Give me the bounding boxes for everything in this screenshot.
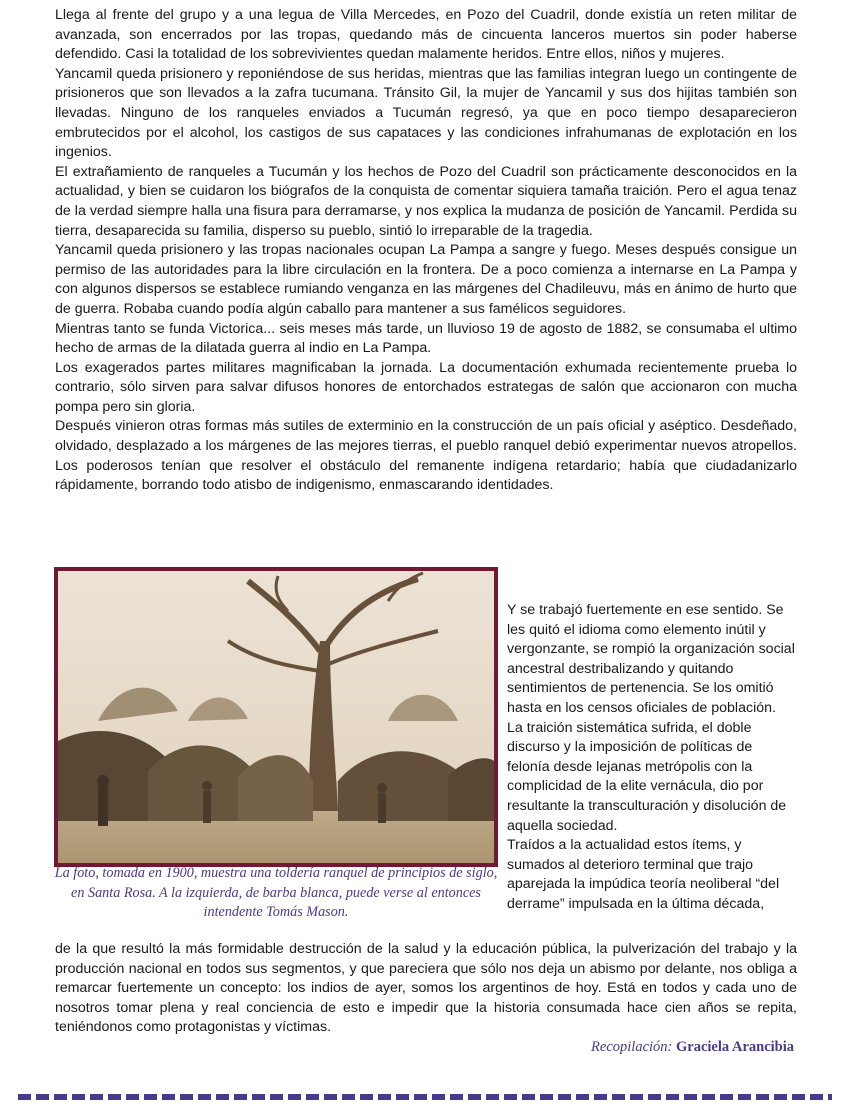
paragraph: Llega al frente del grupo y a una legua de Villa Mercedes, en Pozo del Cuadril, donde existía un reten militar de avanzada, son encerrados por las tropas, quedando más de cincuenta lanceros muertos sin poder haberse defendido. Casi la totalidad de los sobrevivientes quedan malamente heridos. Entre ellos, niños y mujeres. bbox=[55, 7, 797, 63]
paragraph: Yancamil queda prisionero y reponiéndose de sus heridas, mientras que las familias integran luego un contingente de prisioneros que son llevados a la zafra tucumana. Tránsito Gil, la mujer de Yancamil y sus dos hijitas también son llevadas. Ninguno de los ranqueles enviados a Tucumán regresó, ya que en poco tiempo desaparecieron embrutecidos por el alcohol, los castigos de sus capataces y las condiciones infrahumanas de explotación en los ingenios. bbox=[55, 65, 797, 161]
paragraph: El extrañamiento de ranqueles a Tucumán y los hechos de Pozo del Cuadril son prácticamente desconocidos en la actualidad, y bien se cuidaron los biógrafos de la conquista de comentar siquiera tamaña traición. Pero el agua tenaz de la verdad siempre halla una fisura para derramarse, y nos explica la mudanza de posición de Yancamil. Perdida su tierra, desaparecida su familia, disperso su pueblo, sintió lo irreparable de la tragedia. bbox=[55, 163, 797, 239]
paragraph: Yancamil queda prisionero y las tropas nacionales ocupan La Pampa a sangre y fuego. Meses después consigue un permiso de las autoridades para la libre circulación en la frontera. De a poco comienza a internarse en La Pampa y con algunos dispersos se establece rumiando venganza en las márgenes del Chadileuvu, más en ánimo de hurto que de guerra. Robaba cuando podía algún caballo para mantener a sus famélicos seguidores. bbox=[55, 242, 797, 317]
credit-name: Graciela Arancibia bbox=[676, 1039, 794, 1055]
article-bottom-text bbox=[55, 940, 797, 1038]
article-side-text bbox=[507, 601, 797, 915]
paragraph: Y se trabajó fuertemente en ese sentido. Se les quitó el idioma como elemento inútil y vergonzante, se rompió la organización social ancestral destribalizando y quitando sentimientos de pertenencia. Se los omitió hasta en los censos oficiales de población. bbox=[507, 602, 795, 716]
credit-label: Recopilación: bbox=[591, 1039, 673, 1055]
photo-caption: La foto, tomada en 1900, muestra una toldería ranquel de principios de siglo, en Santa Rosa. A la izquierda, de barba blanca, puede verse al entonces intendente Tomás Mason. bbox=[54, 865, 498, 921]
paragraph: Después vinieron otras formas más sutiles de exterminio en la construcción de un país oficial y aséptico. Desdeñado, olvidado, desplazado a los márgenes de las mejores tierras, el pueblo ranquel debió experimentar nuevos atropellos. Los poderosos tenían que resolver el obstáculo del remanente indígena retardario; había que ciudadanizarlo rápidamente, borrando todo atisbo de indigenismo, enmascarando identidades. bbox=[55, 418, 797, 494]
article-top-text bbox=[55, 6, 797, 496]
paragraph: Los exagerados partes militares magnificaban la jornada. La documentación exhumada recientemente prueba lo contrario, sólo sirven para salvar difusos honores de entorchados estrategas de salón que accionaron con mucha pompa pero sin gloria. bbox=[55, 359, 797, 415]
paragraph: Traídos a la actualidad estos ítems, y sumados al deterioro terminal que trajo aparejada la impúdica teoría neoliberal “del derrame” impulsada en la última década, bbox=[507, 837, 780, 912]
paragraph: La traición sistemática sufrida, el doble discurso y la imposición de políticas de felonía desde lejanas metrópolis con la complicidad de la elite vernácula, dio por resultante la transculturación y disolución de aquella sociedad. bbox=[507, 719, 787, 834]
paragraph: de la que resultó la más formidable destrucción de la salud y la educación pública, la pulverización del trabajo y la producción nacional en todos sus segmentos, y que pareciera que sólo nos deja un abismo por delante, nos obliga a remarcar fuertemente un concepto: los indios de ayer, somos los argentinos de hoy. Está en todos y cada uno de nosotros tomar plena y real conciencia de esto e impedir que la historia consumada hace cien años se repita, teniéndonos como protagonistas y víctimas. bbox=[55, 941, 797, 1036]
dashed-divider bbox=[18, 1094, 832, 1100]
paragraph: Mientras tanto se funda Victorica... seis meses más tarde, un lluvioso 19 de agosto de 1882, se consumaba el ultimo hecho de armas de la dilatada guerra al indio en La Pampa. bbox=[55, 320, 797, 357]
photo-toldería-image bbox=[58, 571, 494, 863]
historic-photo bbox=[54, 567, 498, 867]
credit-line bbox=[591, 1039, 794, 1056]
